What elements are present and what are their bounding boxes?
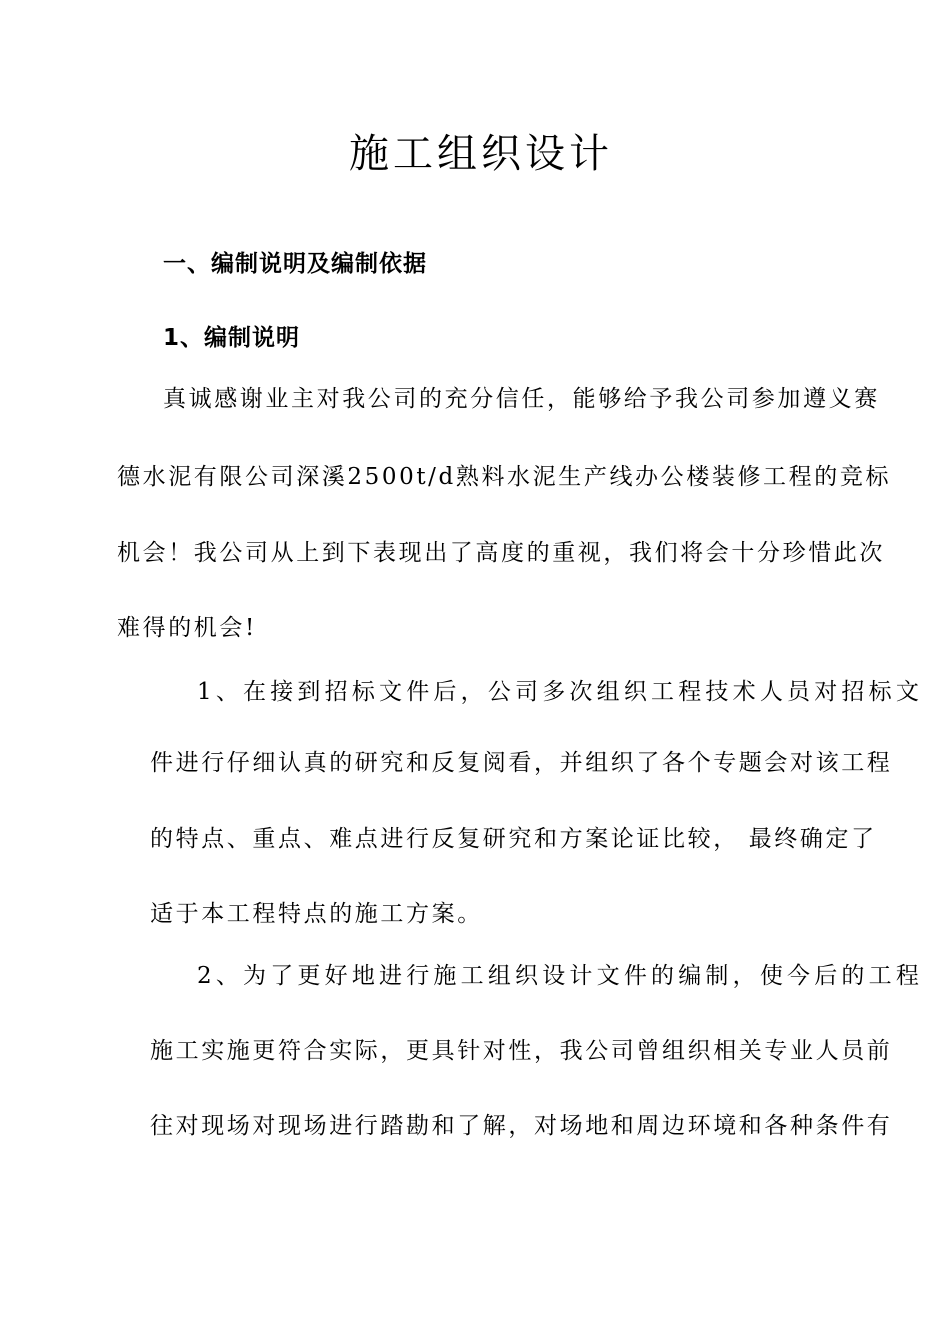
item2-line-1: 2、为了更好地进行施工组织设计文件的编制，使今后的工程 [197,963,924,989]
intro-line-2: 德水泥有限公司深溪2500t/d熟料水泥生产线办公楼装修工程的竞标 [117,464,892,490]
subsection-heading: 1、编制说明 [163,325,301,351]
section-heading: 一、编制说明及编制依据 [163,251,427,277]
item1-line-1: 1、在接到招标文件后，公司多次组织工程技术人员对招标文 [197,679,924,705]
intro-line-1: 真诚感谢业主对我公司的充分信任，能够给予我公司参加遵义赛 [163,386,880,412]
item2-line-2: 施工实施更符合实际，更具针对性，我公司曾组织相关专业人员前 [150,1038,893,1064]
item2-line-3: 往对现场对现场进行踏勘和了解，对场地和周边环境和各种条件有 [150,1113,893,1139]
intro-line-4: 难得的机会! [117,615,257,641]
intro-line-3: 机会！我公司从上到下表现出了高度的重视，我们将会十分珍惜此次 [117,540,885,566]
document-title: 施工组织设计 [349,131,613,177]
item1-line-4: 适于本工程特点的施工方案。 [150,901,483,927]
item1-line-3: 的特点、重点、难点进行反复研究和方案论证比较， 最终确定了 [150,826,877,852]
item1-line-2: 件进行仔细认真的研究和反复阅看，并组织了各个专题会对该工程 [150,750,893,776]
